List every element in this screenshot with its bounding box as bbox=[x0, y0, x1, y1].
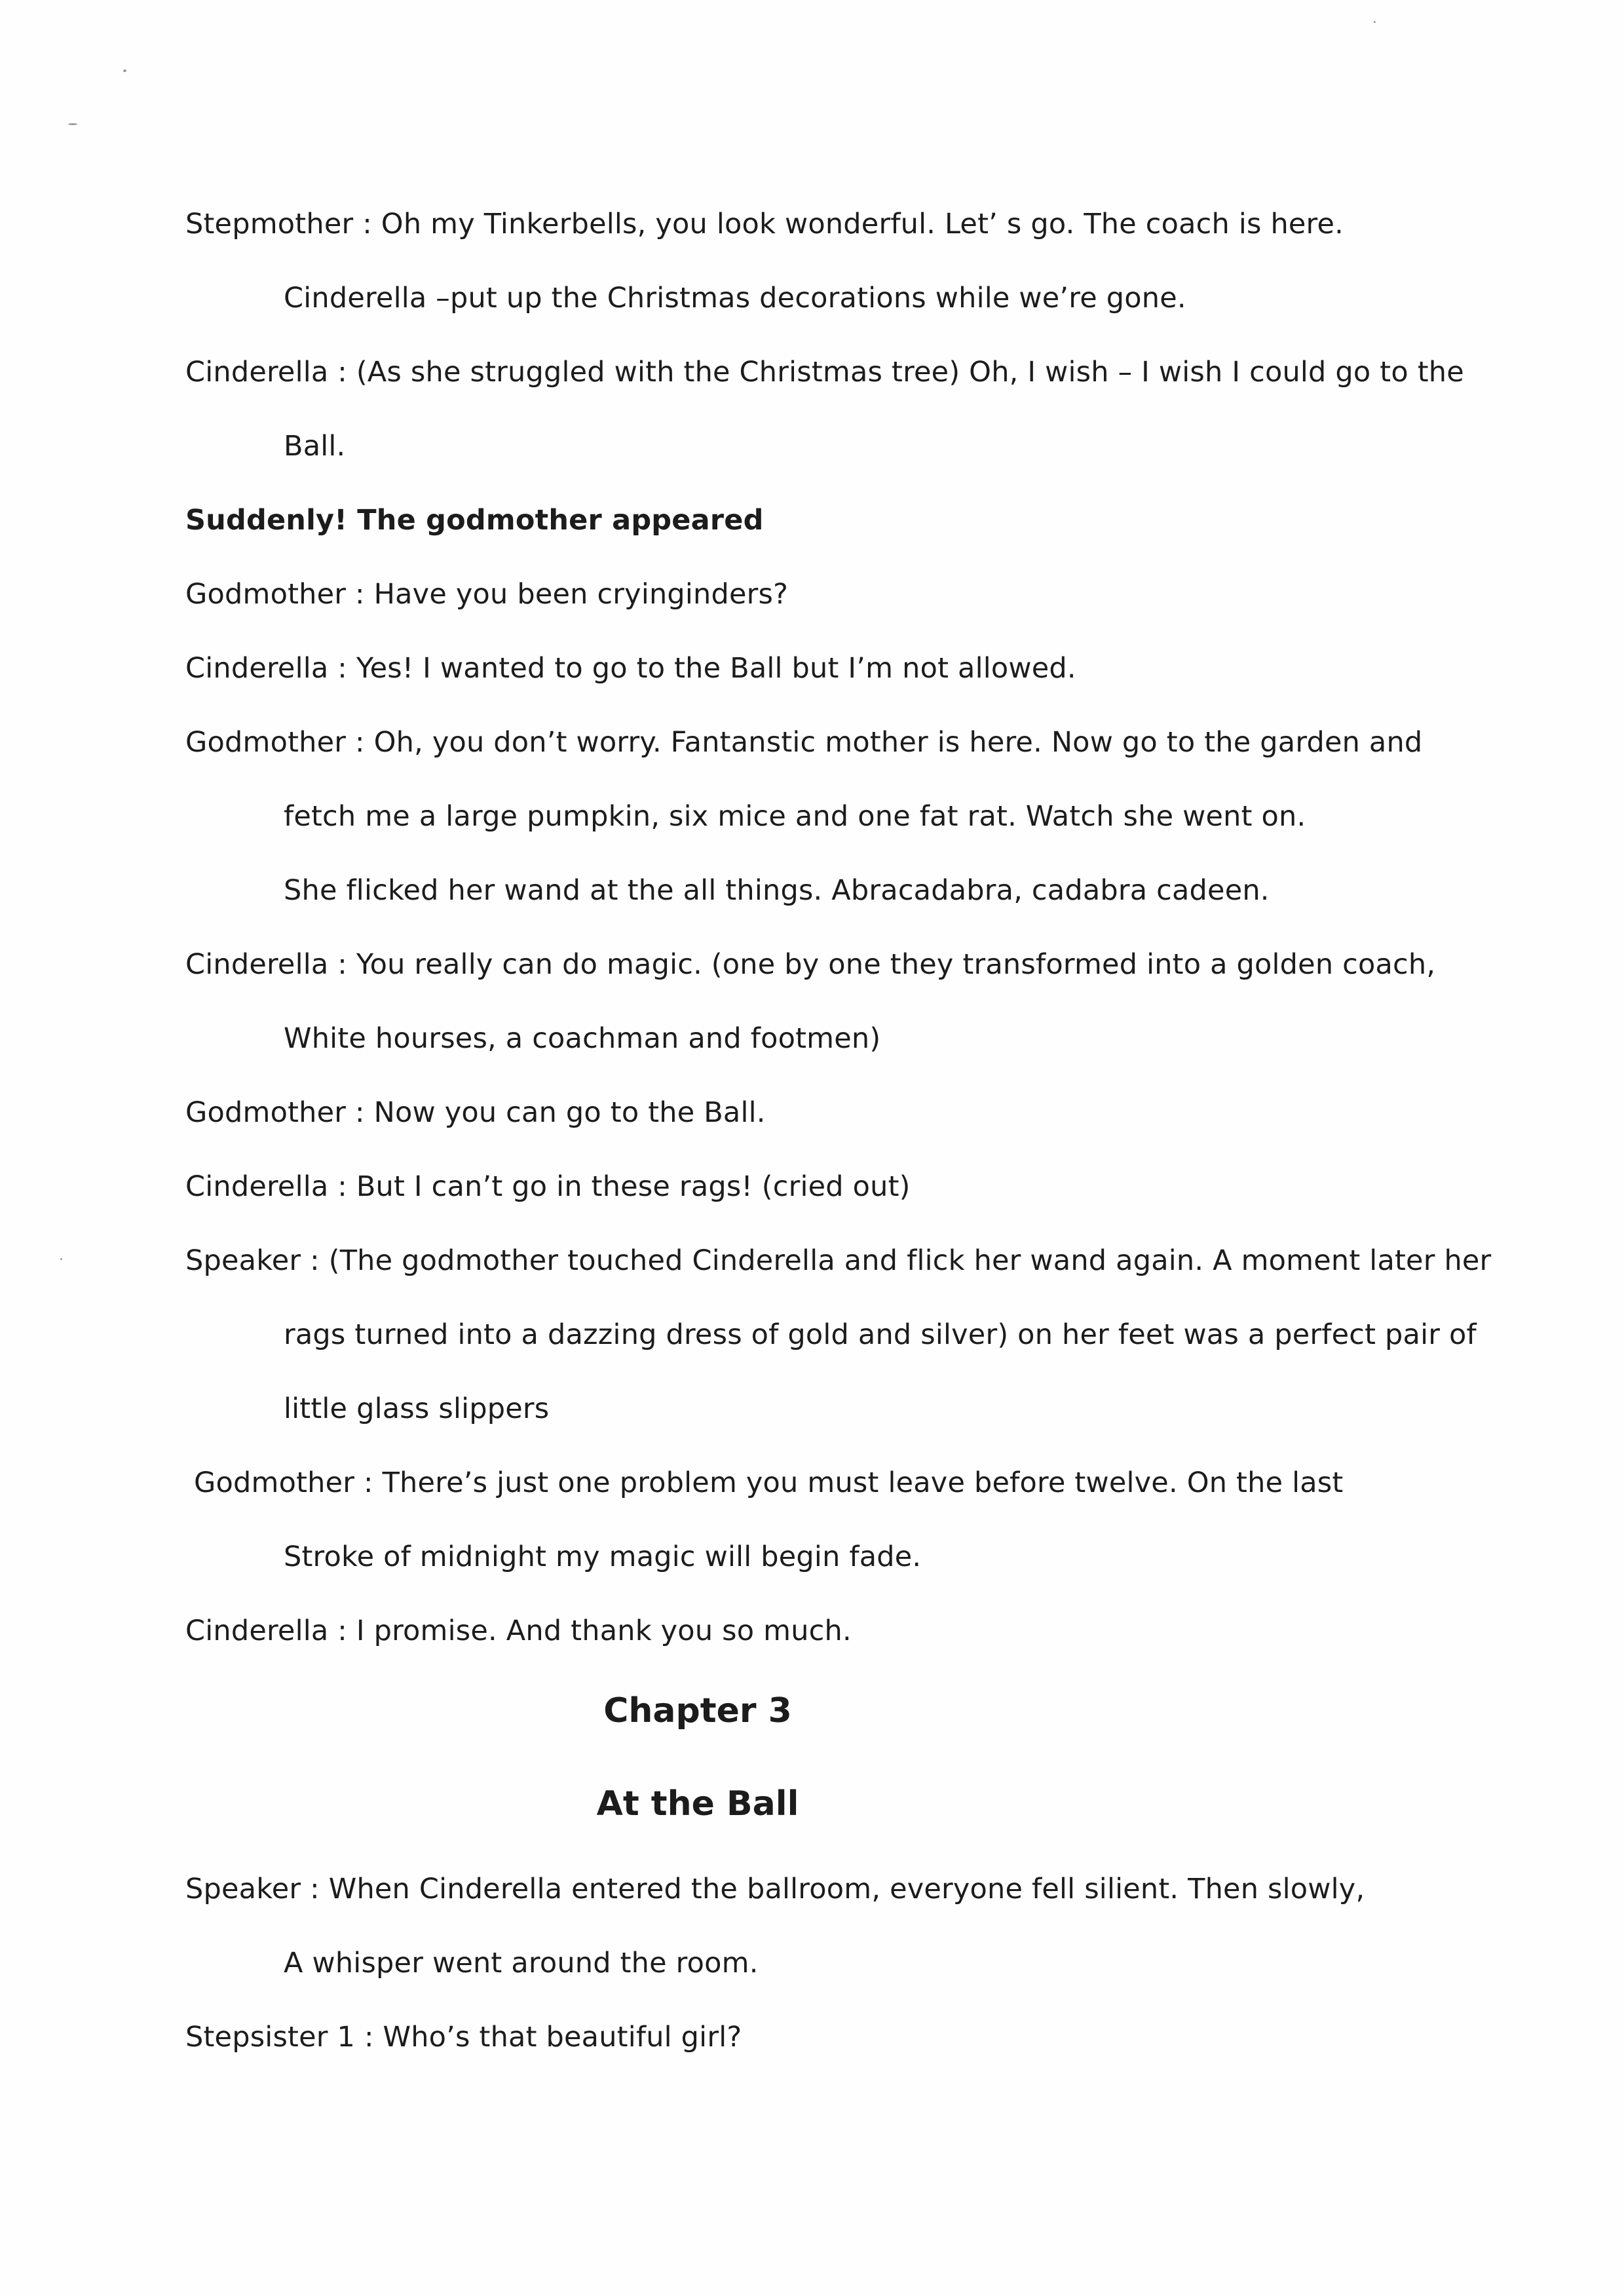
scan-speck bbox=[68, 123, 77, 125]
dialogue-line: Stepmother : Oh my Tinkerbells, you look wonderful. Let’ s go. The coach is here. bbox=[185, 208, 1344, 240]
dialogue-continuation: White hourses, a coachman and footmen) bbox=[284, 1022, 881, 1055]
dialogue-continuation: Stroke of midnight my magic will begin fade. bbox=[284, 1540, 922, 1573]
dialogue-continuation: Cinderella –put up the Christmas decorations while we’re gone. bbox=[284, 282, 1186, 315]
dialogue-line: Cinderella : Yes! I wanted to go to the Ball but I’m not allowed. bbox=[185, 652, 1076, 685]
stage-direction: Suddenly! The godmother appeared bbox=[185, 504, 764, 537]
dialogue-line: Godmother : Now you can go to the Ball. bbox=[185, 1096, 766, 1129]
scan-speck bbox=[123, 69, 126, 72]
scan-speck bbox=[1374, 21, 1376, 23]
scan-speck bbox=[60, 1258, 62, 1260]
dialogue-continuation: Ball. bbox=[284, 430, 346, 463]
dialogue-line: Cinderella : But I can’t go in these rags! (cried out) bbox=[185, 1170, 911, 1203]
chapter-heading: Chapter 3 bbox=[603, 1691, 792, 1731]
dialogue-line: Cinderella : (As she struggled with the Christmas tree) Oh, I wish – I wish I could go to the bbox=[185, 356, 1464, 389]
dialogue-line: Godmother : There’s just one problem you must leave before twelve. On the last bbox=[194, 1466, 1344, 1499]
chapter-title: At the Ball bbox=[596, 1784, 799, 1824]
dialogue-continuation: fetch me a large pumpkin, six mice and one fat rat. Watch she went on. bbox=[284, 800, 1306, 833]
dialogue-line: Stepsister 1 : Who’s that beautiful girl? bbox=[185, 2021, 742, 2054]
dialogue-line: Cinderella : You really can do magic. (one by one they transformed into a golden coach, bbox=[185, 948, 1436, 981]
dialogue-line: Godmother : Oh, you don’t worry. Fantanstic mother is here. Now go to the garden and bbox=[185, 726, 1423, 759]
dialogue-continuation: rags turned into a dazzing dress of gold and silver) on her feet was a perfect pair of bbox=[284, 1318, 1477, 1351]
dialogue-line: Cinderella : I promise. And thank you so much. bbox=[185, 1615, 852, 1647]
dialogue-continuation: A whisper went around the room. bbox=[284, 1947, 759, 1980]
dialogue-line: Godmother : Have you been cryinginders? bbox=[185, 578, 789, 611]
dialogue-continuation: She flicked her wand at the all things. Abracadabra, cadabra cadeen. bbox=[284, 874, 1270, 907]
dialogue-continuation: little glass slippers bbox=[284, 1392, 550, 1425]
dialogue-line: Speaker : When Cinderella entered the ballroom, everyone fell silient. Then slowly, bbox=[185, 1873, 1365, 1905]
dialogue-line: Speaker : (The godmother touched Cinderella and flick her wand again. A moment later her bbox=[185, 1244, 1492, 1277]
